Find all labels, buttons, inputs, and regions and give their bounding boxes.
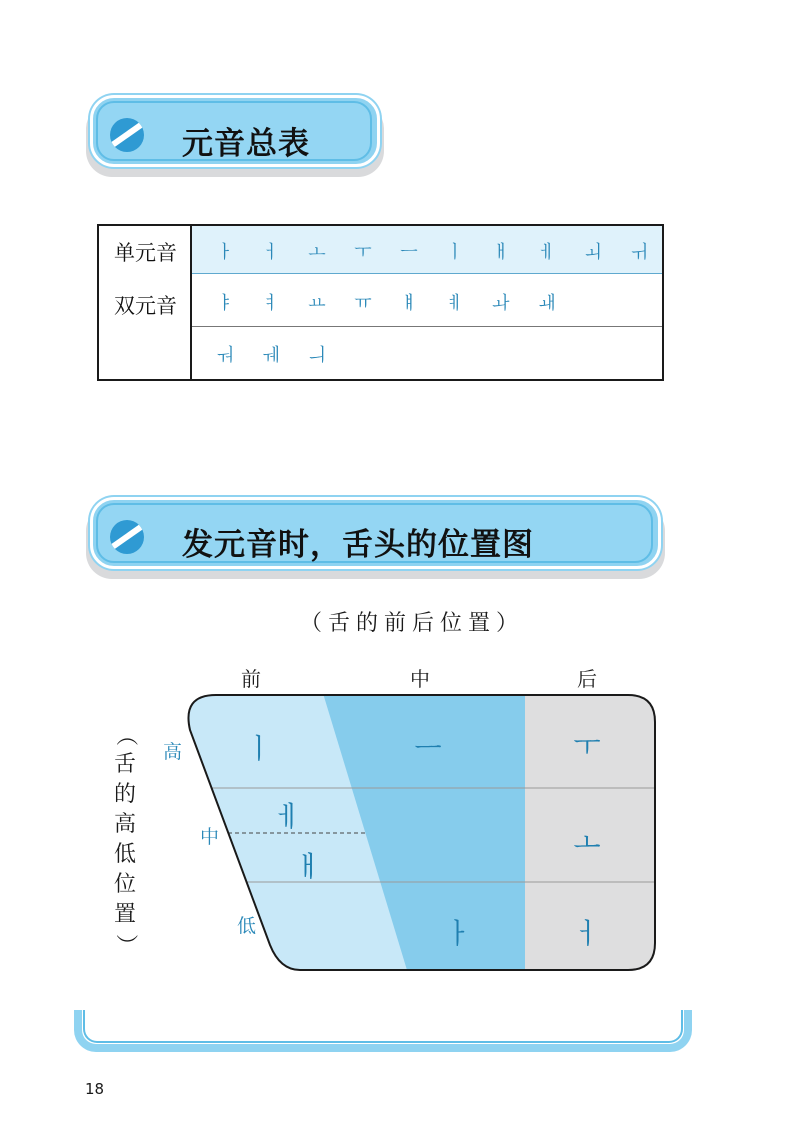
vowel-cell: ㅣ (446, 242, 464, 263)
horizontal-axis-title: （舌的前后位置） (300, 611, 525, 636)
vowel-front-mid-lower: ㅐ (294, 850, 322, 883)
vertical-title-char: 高 (113, 812, 136, 837)
vowel-cell: ㅘ (492, 293, 510, 314)
vowel-cell: ㅕ (262, 293, 280, 314)
page-number: 18 (85, 1080, 105, 1098)
vowel-cell: ㅔ (538, 242, 556, 263)
vowel-cell: ㅜ (354, 242, 372, 263)
column-label-central: 中 (410, 667, 430, 691)
vowel-cell: ㅚ (584, 242, 602, 263)
vowel-cell: ㅗ (308, 242, 326, 263)
vertical-title-char: 置 (113, 902, 136, 927)
section-title: 发元音时，舌头的位置图 (182, 527, 534, 563)
vowel-cell: ㅝ (216, 345, 234, 366)
vowel-cell: ㅢ (308, 345, 326, 366)
vowel-central-low: ㅏ (444, 917, 472, 950)
vowel-cell: ㅑ (216, 293, 234, 314)
vowel-back-high: ㅜ (573, 730, 601, 763)
vowel-central-high: ㅡ (414, 732, 442, 765)
frame-inner (83, 1010, 683, 1043)
vowel-front-mid-upper: ㅔ (274, 800, 302, 833)
vertical-title-char: 舌 (113, 752, 136, 777)
vowel-cell: ㅖ (446, 293, 464, 314)
vowel-cell: ㅓ (262, 242, 280, 263)
vowel-cell: ㅛ (308, 293, 326, 314)
vowel-back-low: ㅓ (573, 917, 601, 950)
vowel-front-high: ㅣ (245, 732, 273, 765)
vowel-cell: ㅟ (630, 242, 648, 263)
vowel-cell: ㅙ (538, 293, 556, 314)
level-label-low: 低 (237, 915, 257, 937)
vowel-cell: ㅡ (400, 242, 418, 263)
vowel-cell: ㅠ (354, 293, 372, 314)
row-label-single: 单元音 (114, 241, 177, 265)
level-label-high: 高 (163, 741, 183, 763)
vertical-title-char: 的 (113, 782, 136, 807)
vowel-back-mid: ㅗ (573, 826, 601, 859)
vertical-title-char: ） (113, 933, 138, 956)
level-label-mid: 中 (200, 826, 220, 848)
vertical-title-char: 低 (113, 842, 136, 867)
vertical-title-char: （ (113, 723, 138, 746)
row-label-double: 双元音 (114, 294, 177, 318)
vowel-cell: ㅞ (262, 345, 280, 366)
vowel-cell: ㅒ (400, 293, 418, 314)
vertical-title-char: 位 (113, 872, 136, 897)
vowel-cell: ㅏ (216, 242, 234, 263)
vowel-cell: ㅐ (492, 242, 510, 263)
column-label-back: 后 (577, 667, 597, 691)
column-label-front: 前 (241, 667, 261, 691)
bottom-frame-decoration (74, 1010, 692, 1052)
section-title: 元音总表 (182, 126, 310, 162)
